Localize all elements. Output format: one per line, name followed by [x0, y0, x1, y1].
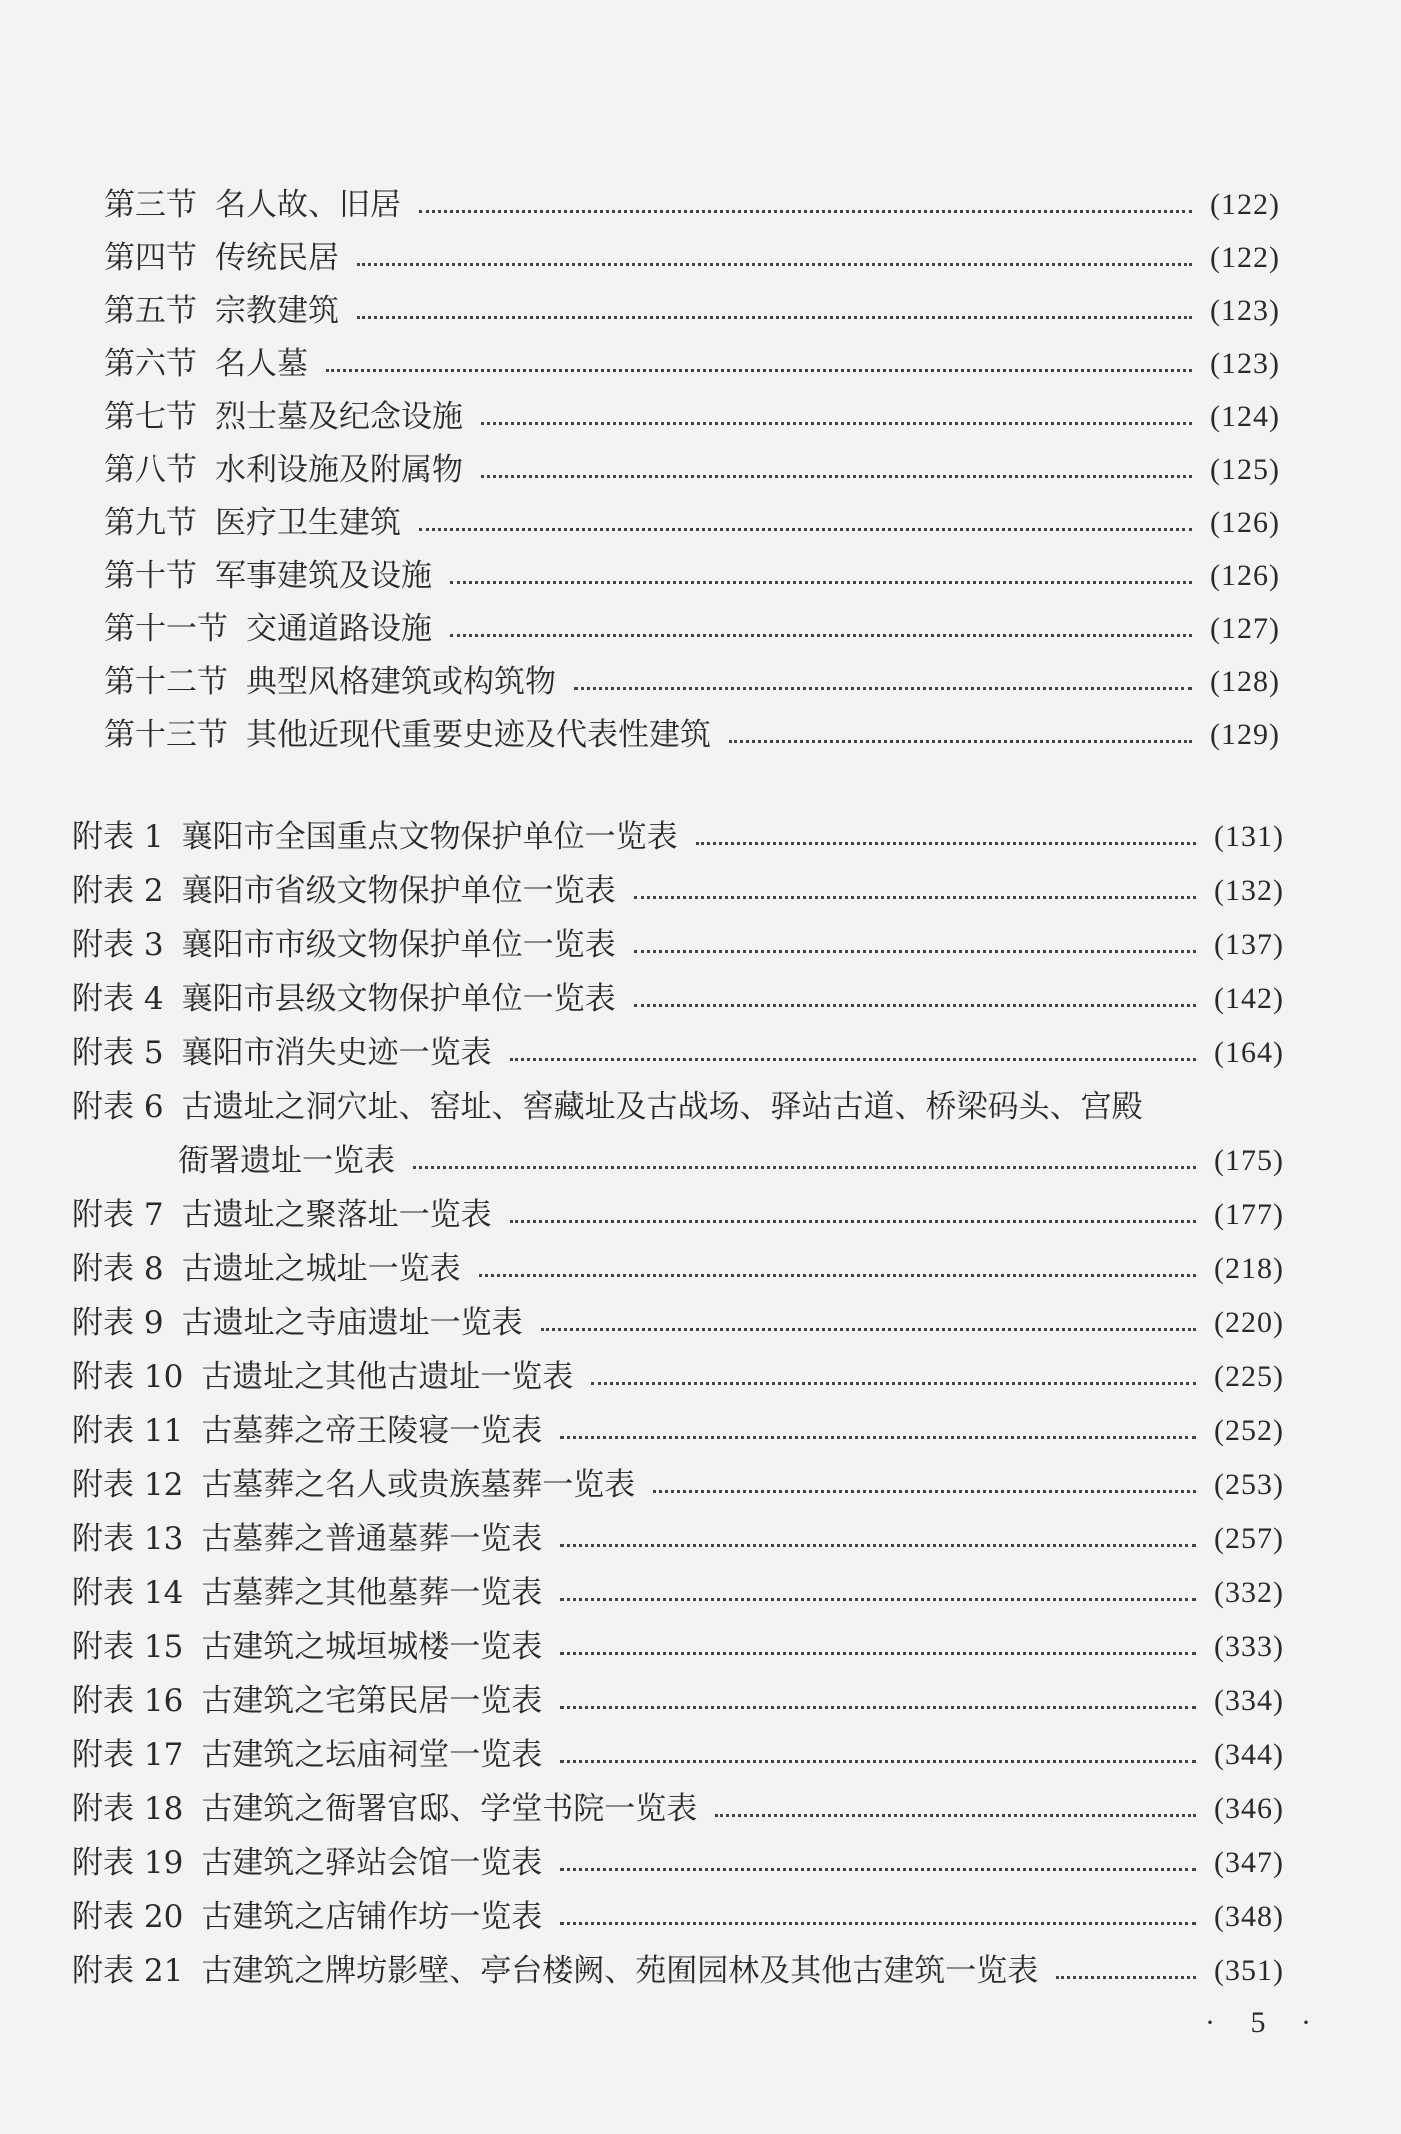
page-number-footer: · 5 · — [1205, 2006, 1325, 2039]
entry-title: 古遗址之其他古遗址一览表 — [201, 1359, 574, 1395]
dot-leader — [634, 950, 1196, 953]
dot-leader — [357, 263, 1192, 266]
entry-label: 附表 7 — [72, 1197, 164, 1233]
toc-entry-appendix-9 — [72, 1303, 1284, 1343]
dot-leader — [541, 1328, 1196, 1331]
entry-title: 名人故、旧居 — [215, 187, 401, 223]
dot-leader — [510, 1220, 1196, 1223]
entry-title: 传统民居 — [215, 240, 339, 276]
entry-page-number: (132) — [1214, 874, 1284, 907]
entry-label: 第四节 — [104, 240, 197, 276]
entry-label: 附表 10 — [72, 1359, 184, 1395]
entry-page-number: (177) — [1214, 1198, 1284, 1231]
entry-label: 附表 15 — [72, 1629, 184, 1665]
entry-title: 古建筑之衙署官邸、学堂书院一览表 — [201, 1791, 698, 1827]
entry-label: 第十节 — [104, 558, 197, 594]
toc-entry-section-5 — [104, 291, 1280, 331]
entry-label: 附表 21 — [72, 1953, 184, 1989]
entry-page-number: (126) — [1210, 559, 1280, 592]
toc-entry-section-3 — [104, 185, 1280, 225]
entry-label: 附表 13 — [72, 1521, 184, 1557]
dot-leader — [653, 1490, 1196, 1493]
entry-label: 第三节 — [104, 187, 197, 223]
entry-page-number: (334) — [1214, 1684, 1284, 1717]
toc-entry-appendix-21 — [72, 1951, 1284, 1991]
dot-leader — [634, 1004, 1196, 1007]
toc-entry-appendix-20 — [72, 1897, 1284, 1937]
entry-page-number: (123) — [1210, 347, 1280, 380]
dot-leader — [413, 1166, 1196, 1169]
entry-page-number: (124) — [1210, 400, 1280, 433]
dot-leader — [479, 1274, 1196, 1277]
entry-page-number: (348) — [1214, 1900, 1284, 1933]
entry-title: 典型风格建筑或构筑物 — [246, 664, 556, 700]
toc-entry-section-10 — [104, 556, 1280, 596]
entry-page-number: (344) — [1214, 1738, 1284, 1771]
dot-leader — [419, 210, 1192, 213]
entry-page-number: (253) — [1214, 1468, 1284, 1501]
toc-entry-section-8 — [104, 450, 1280, 490]
entry-page-number: (129) — [1210, 718, 1280, 751]
toc-entry-appendix-1 — [72, 817, 1284, 857]
entry-label: 附表 3 — [72, 927, 164, 963]
entry-page-number: (175) — [1214, 1144, 1284, 1177]
entry-label: 附表 1 — [72, 819, 164, 855]
toc-entry-appendix-14 — [72, 1573, 1284, 1613]
dot-leader — [326, 369, 1192, 372]
toc-entry-section-9 — [104, 503, 1280, 543]
dot-leader — [419, 528, 1192, 531]
dot-leader — [357, 316, 1192, 319]
entry-title: 烈士墓及纪念设施 — [215, 399, 463, 435]
dot-leader — [481, 422, 1192, 425]
entry-label: 附表 11 — [72, 1413, 184, 1449]
entry-page-number: (225) — [1214, 1360, 1284, 1393]
dot-leader — [560, 1760, 1196, 1763]
entry-label: 第八节 — [104, 452, 197, 488]
entry-title: 宗教建筑 — [215, 293, 339, 329]
entry-page-number: (131) — [1214, 820, 1284, 853]
toc-entry-appendix-17 — [72, 1735, 1284, 1775]
entry-label: 第九节 — [104, 505, 197, 541]
dot-leader — [560, 1868, 1196, 1871]
entry-page-number: (164) — [1214, 1036, 1284, 1069]
entry-label: 附表 12 — [72, 1467, 184, 1503]
dot-leader — [574, 687, 1192, 690]
dot-leader — [1056, 1976, 1196, 1979]
entry-label: 第十一节 — [104, 611, 228, 647]
dot-leader — [560, 1544, 1196, 1547]
entry-page-number: (220) — [1214, 1306, 1284, 1339]
dot-leader — [634, 896, 1196, 899]
entry-label: 附表 18 — [72, 1791, 184, 1827]
toc-entry-appendix-6-continuation — [178, 1141, 1284, 1181]
toc-entry-appendix-5 — [72, 1033, 1284, 1073]
toc-entry-appendix-16 — [72, 1681, 1284, 1721]
entry-page-number: (346) — [1214, 1792, 1284, 1825]
entry-label: 附表 19 — [72, 1845, 184, 1881]
entry-title: 古建筑之城垣城楼一览表 — [201, 1629, 543, 1665]
dot-leader — [715, 1814, 1196, 1817]
dot-leader — [560, 1652, 1196, 1655]
entry-label: 第十二节 — [104, 664, 228, 700]
entry-title: 古墓葬之名人或贵族墓葬一览表 — [201, 1467, 636, 1503]
toc-entry-appendix-7 — [72, 1195, 1284, 1235]
entry-page-number: (122) — [1210, 241, 1280, 274]
entry-title: 名人墓 — [215, 346, 308, 382]
entry-page-number: (122) — [1210, 188, 1280, 221]
entry-title: 襄阳市全国重点文物保护单位一览表 — [181, 819, 678, 855]
entry-label: 附表 14 — [72, 1575, 184, 1611]
entry-label: 第六节 — [104, 346, 197, 382]
toc-entry-appendix-6-first-line — [72, 1087, 1143, 1127]
entry-label: 附表 20 — [72, 1899, 184, 1935]
entry-label: 附表 9 — [72, 1305, 164, 1341]
entry-label: 第五节 — [104, 293, 197, 329]
entry-title: 古建筑之驿站会馆一览表 — [201, 1845, 543, 1881]
entry-title: 襄阳市省级文物保护单位一览表 — [181, 873, 616, 909]
toc-entry-appendix-10 — [72, 1357, 1284, 1397]
entry-title: 古遗址之城址一览表 — [181, 1251, 461, 1287]
entry-label: 附表 2 — [72, 873, 164, 909]
dot-leader — [560, 1922, 1196, 1925]
entry-title: 襄阳市消失史迹一览表 — [181, 1035, 492, 1071]
toc-entry-appendix-4 — [72, 979, 1284, 1019]
entry-page-number: (257) — [1214, 1522, 1284, 1555]
toc-entry-appendix-15 — [72, 1627, 1284, 1667]
dot-leader — [591, 1382, 1196, 1385]
entry-page-number: (252) — [1214, 1414, 1284, 1447]
dot-leader — [510, 1058, 1196, 1061]
dot-leader — [696, 842, 1196, 845]
entry-title: 其他近现代重要史迹及代表性建筑 — [246, 717, 711, 753]
entry-page-number: (142) — [1214, 982, 1284, 1015]
entry-page-number: (347) — [1214, 1846, 1284, 1879]
dot-leader — [560, 1598, 1196, 1601]
toc-entry-appendix-11 — [72, 1411, 1284, 1451]
toc-entry-appendix-19 — [72, 1843, 1284, 1883]
dot-leader — [729, 740, 1192, 743]
dot-leader — [481, 475, 1192, 478]
entry-title-continuation: 衙署遗址一览表 — [178, 1143, 395, 1179]
entry-title: 古墓葬之普通墓葬一览表 — [201, 1521, 543, 1557]
entry-label: 附表 16 — [72, 1683, 184, 1719]
entry-page-number: (333) — [1214, 1630, 1284, 1663]
dot-leader — [450, 634, 1192, 637]
entry-title: 古建筑之店铺作坊一览表 — [201, 1899, 543, 1935]
dot-leader — [560, 1436, 1196, 1439]
entry-title: 古遗址之洞穴址、窑址、窖藏址及古战场、驿站古道、桥梁码头、宫殿 — [181, 1089, 1143, 1125]
toc-entry-appendix-13 — [72, 1519, 1284, 1559]
entry-title: 古建筑之坛庙祠堂一览表 — [201, 1737, 543, 1773]
dot-leader — [560, 1706, 1196, 1709]
entry-title: 古建筑之牌坊影壁、亭台楼阙、苑囿园林及其他古建筑一览表 — [201, 1953, 1039, 1989]
entry-label: 第七节 — [104, 399, 197, 435]
entry-page-number: (351) — [1214, 1954, 1284, 1987]
entry-title: 军事建筑及设施 — [215, 558, 432, 594]
toc-entry-appendix-2 — [72, 871, 1284, 911]
dot-leader — [450, 581, 1192, 584]
entry-label: 附表 4 — [72, 981, 164, 1017]
entry-title: 古墓葬之帝王陵寝一览表 — [201, 1413, 543, 1449]
entry-label: 附表 6 — [72, 1089, 164, 1125]
entry-title: 交通道路设施 — [246, 611, 432, 647]
entry-page-number: (332) — [1214, 1576, 1284, 1609]
entry-label: 第十三节 — [104, 717, 228, 753]
entry-label: 附表 5 — [72, 1035, 164, 1071]
entry-title: 古遗址之聚落址一览表 — [181, 1197, 492, 1233]
toc-entry-section-7 — [104, 397, 1280, 437]
entry-title: 医疗卫生建筑 — [215, 505, 401, 541]
entry-title: 襄阳市市级文物保护单位一览表 — [181, 927, 616, 963]
toc-entry-section-13 — [104, 715, 1280, 755]
toc-entry-appendix-8 — [72, 1249, 1284, 1289]
entry-title: 水利设施及附属物 — [215, 452, 463, 488]
entry-page-number: (123) — [1210, 294, 1280, 327]
toc-entry-section-4 — [104, 238, 1280, 278]
entry-title: 古建筑之宅第民居一览表 — [201, 1683, 543, 1719]
toc-entry-section-6 — [104, 344, 1280, 384]
entry-page-number: (218) — [1214, 1252, 1284, 1285]
entry-title: 古墓葬之其他墓葬一览表 — [201, 1575, 543, 1611]
entry-page-number: (128) — [1210, 665, 1280, 698]
toc-entry-section-12 — [104, 662, 1280, 702]
entry-page-number: (127) — [1210, 612, 1280, 645]
toc-entry-appendix-12 — [72, 1465, 1284, 1505]
entry-page-number: (126) — [1210, 506, 1280, 539]
entry-page-number: (125) — [1210, 453, 1280, 486]
toc-entry-section-11 — [104, 609, 1280, 649]
entry-title: 古遗址之寺庙遗址一览表 — [181, 1305, 523, 1341]
toc-entry-appendix-3 — [72, 925, 1284, 965]
toc-entry-appendix-18 — [72, 1789, 1284, 1829]
entry-label: 附表 8 — [72, 1251, 164, 1287]
entry-label: 附表 17 — [72, 1737, 184, 1773]
entry-title: 襄阳市县级文物保护单位一览表 — [181, 981, 616, 1017]
entry-page-number: (137) — [1214, 928, 1284, 961]
